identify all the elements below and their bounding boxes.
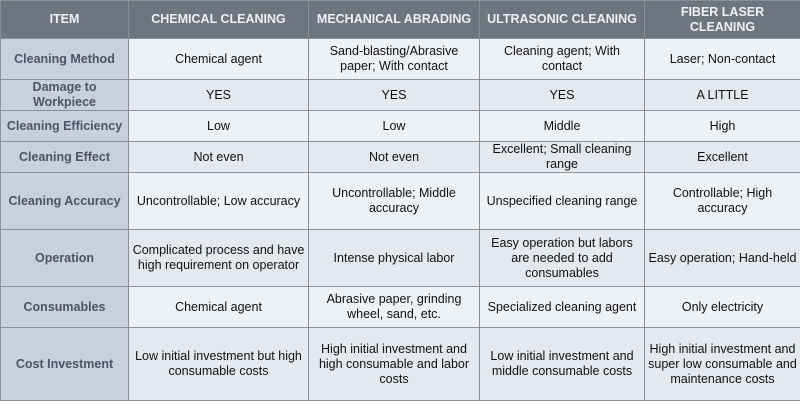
table-row — [1, 230, 800, 287]
table-cell: A LITTLE — [645, 80, 800, 111]
table-cell: Easy operation but labors are needed to add consumables — [480, 230, 645, 287]
row-label: Damage to Workpiece — [1, 80, 129, 111]
table-cell: YES — [129, 80, 309, 111]
table-cell: Chemical agent — [129, 287, 309, 328]
table-cell: Low — [309, 111, 480, 142]
table-cell: Complicated process and have high requirement on operator — [129, 230, 309, 287]
table-row — [1, 142, 800, 173]
table-row — [1, 80, 800, 111]
row-label: Consumables — [1, 287, 129, 328]
table-cell: Low initial investment and middle consumable costs — [480, 328, 645, 401]
table-cell: Uncontrollable; Low accuracy — [129, 173, 309, 230]
table-cell: Uncontrollable; Middle accuracy — [309, 173, 480, 230]
table-cell: Controllable; High accuracy — [645, 173, 800, 230]
table-row — [1, 111, 800, 142]
table-cell: High initial investment and high consumable and labor costs — [309, 328, 480, 401]
table-cell: Intense physical labor — [309, 230, 480, 287]
header-row — [1, 1, 800, 39]
table-cell: Not even — [129, 142, 309, 173]
table-cell: Excellent; Small cleaning range — [480, 142, 645, 173]
table-cell: Specialized cleaning agent — [480, 287, 645, 328]
table-row — [1, 173, 800, 230]
table-cell: Chemical agent — [129, 39, 309, 80]
row-label: Cleaning Effect — [1, 142, 129, 173]
row-label: Cleaning Accuracy — [1, 173, 129, 230]
header-ultrasonic-cleaning: ULTRASONIC CLEANING — [480, 1, 645, 39]
table-cell: Abrasive paper, grinding wheel, sand, etc. — [309, 287, 480, 328]
table-cell: Excellent — [645, 142, 800, 173]
table-row — [1, 328, 800, 401]
header-chemical-cleaning: CHEMICAL CLEANING — [129, 1, 309, 39]
table-row — [1, 39, 800, 80]
table-cell: Not even — [309, 142, 480, 173]
header-mechanical-abrading: MECHANICAL ABRADING — [309, 1, 480, 39]
table-cell: YES — [309, 80, 480, 111]
table-cell: Laser; Non-contact — [645, 39, 800, 80]
table-cell: Low initial investment but high consumable costs — [129, 328, 309, 401]
row-label: Operation — [1, 230, 129, 287]
table-cell: Cleaning agent; With contact — [480, 39, 645, 80]
row-label: Cleaning Efficiency — [1, 111, 129, 142]
table-cell: YES — [480, 80, 645, 111]
table-cell: High — [645, 111, 800, 142]
header-fiber-laser-cleaning: FIBER LASER CLEANING — [645, 1, 800, 39]
row-label: Cleaning Method — [1, 39, 129, 80]
table-row — [1, 287, 800, 328]
table-cell: Middle — [480, 111, 645, 142]
table-cell: Easy operation; Hand-held — [645, 230, 800, 287]
row-label: Cost Investment — [1, 328, 129, 401]
table-cell: Low — [129, 111, 309, 142]
header-item: ITEM — [1, 1, 129, 39]
table-cell: High initial investment and super low consumable and maintenance costs — [645, 328, 800, 401]
table-cell: Unspecified cleaning range — [480, 173, 645, 230]
table-cell: Only electricity — [645, 287, 800, 328]
table-cell: Sand-blasting/Abrasive paper; With contact — [309, 39, 480, 80]
